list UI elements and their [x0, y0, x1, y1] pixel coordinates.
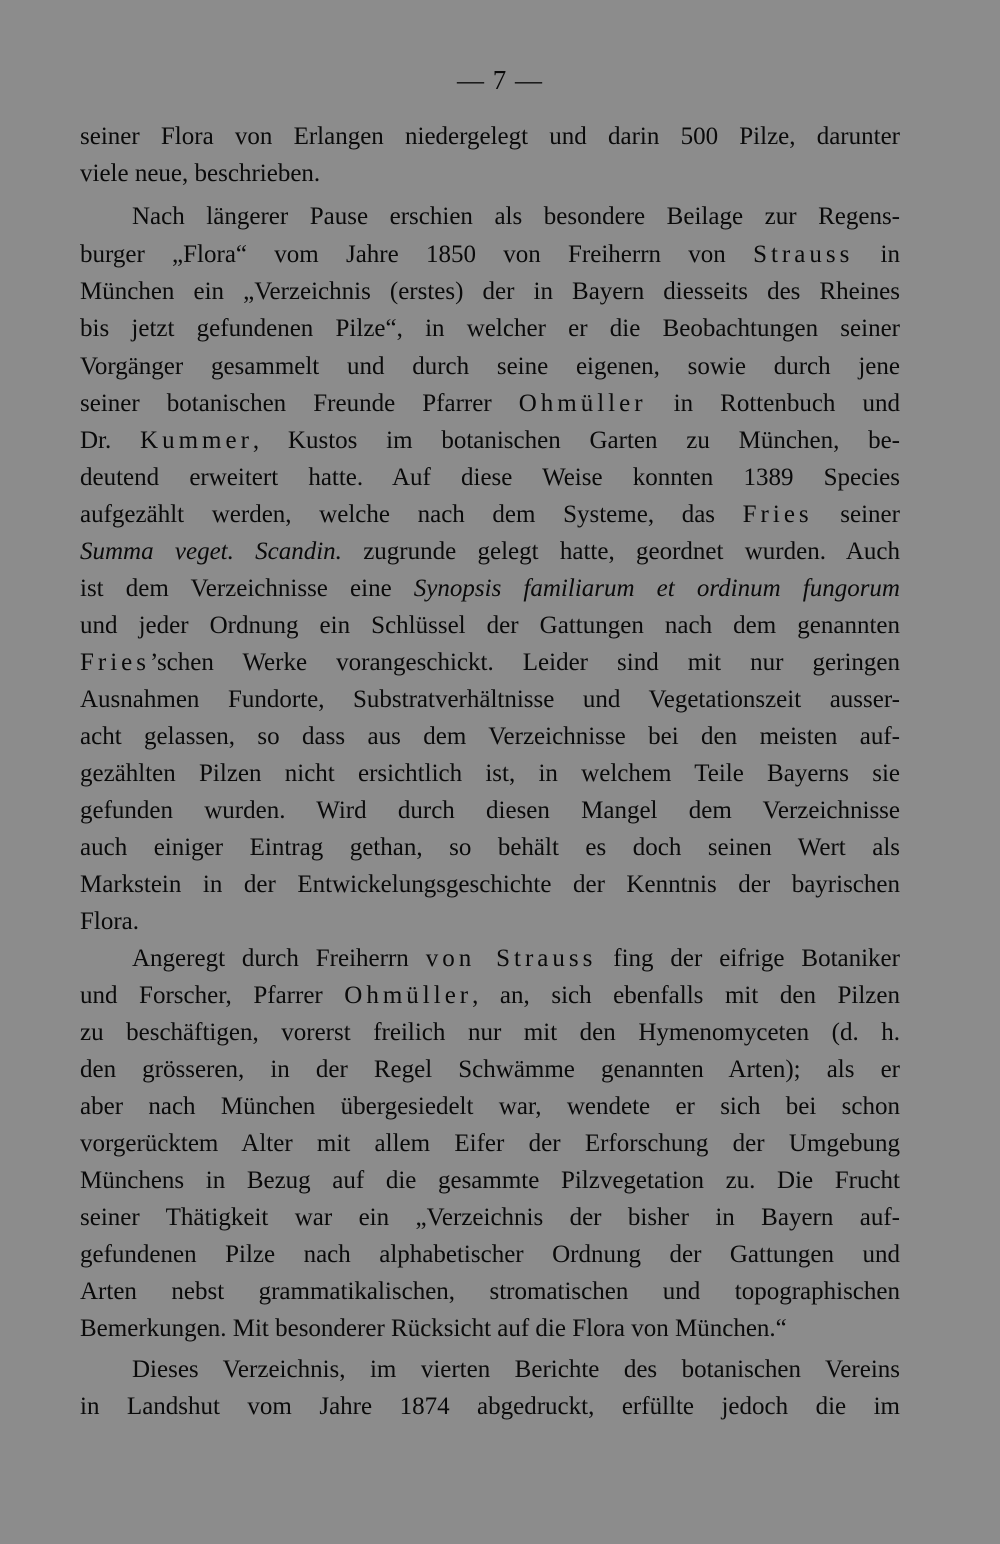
text-line: Markstein in der Entwickelungsgeschichte der Kenntnis der bayrischen	[80, 871, 900, 898]
text-line: Dieses Verzeichnis, im vierten Berichte des botanischen Vereins	[132, 1356, 900, 1383]
text-line: den grösseren, in der Regel Schwämme genannten Arten); als er	[80, 1056, 900, 1083]
text-line: und Forscher, Pfarrer Ohmüller, an, sich ebenfalls mit den Pilzen	[80, 982, 900, 1009]
text-line: gefundenen Pilze nach alphabetischer Ordnung der Gattungen und	[80, 1241, 900, 1268]
text-line: Münchens in Bezug auf die gesammte Pilzvegetation zu. Die Frucht	[80, 1167, 900, 1194]
text-line: burger „Flora“ vom Jahre 1850 von Freiherrn von Strauss in	[80, 241, 901, 268]
text-line: Bemerkungen. Mit besonderer Rücksicht auf die Flora von München.“	[80, 1315, 787, 1342]
text-line: seiner Flora von Erlangen niedergelegt und darin 500 Pilze, darunter	[80, 123, 900, 150]
text-line: Summa veget. Scandin. zugrunde gelegt hatte, geordnet wurden. Auch	[80, 538, 900, 565]
text-line: seiner Thätigkeit war ein „Verzeichnis der bisher in Bayern auf-	[80, 1204, 900, 1231]
text-line: Angeregt durch Freiherrn von Strauss fing der eifrige Botaniker	[132, 945, 900, 972]
text-line: in Landshut vom Jahre 1874 abgedruckt, erfüllte jedoch die im	[80, 1393, 900, 1420]
text-line: gefunden wurden. Wird durch diesen Mangel dem Verzeichnisse	[80, 797, 900, 824]
text-line: Ausnahmen Fundorte, Substratverhältnisse und Vegetationszeit ausser-	[80, 686, 900, 713]
text-line: und jeder Ordnung ein Schlüssel der Gattungen nach dem genannten	[80, 612, 900, 639]
text-line: vorgerücktem Alter mit allem Eifer der Erforschung der Umgebung	[80, 1130, 900, 1157]
text-line: Fries’schen Werke vorangeschickt. Leider sind mit nur geringen	[80, 649, 900, 676]
text-line: deutend erweitert hatte. Auf diese Weise konnten 1389 Species	[80, 464, 900, 491]
text-line: Vorgänger gesammelt und durch seine eigenen, sowie durch jene	[80, 353, 900, 380]
text-line: Nach längerer Pause erschien als besondere Beilage zur Regens-	[132, 203, 900, 230]
text-line: aufgezählt werden, welche nach dem Systeme, das Fries seiner	[80, 501, 900, 528]
text-line: acht gelassen, so dass aus dem Verzeichnisse bei den meisten auf-	[80, 723, 900, 750]
text-line: bis jetzt gefundenen Pilze“, in welcher er die Beobachtungen seiner	[80, 315, 900, 342]
text-line: zu beschäftigen, vorerst freilich nur mit den Hymenomyceten (d. h.	[80, 1019, 900, 1046]
text-line: gezählten Pilzen nicht ersichtlich ist, in welchem Teile Bayerns sie	[80, 760, 900, 787]
text-line: seiner botanischen Freunde Pfarrer Ohmüller in Rottenbuch und	[80, 390, 900, 417]
text-line: viele neue, beschrieben.	[80, 160, 321, 187]
text-line: ist dem Verzeichnisse eine Synopsis familiarum et ordinum fungorum	[80, 575, 900, 602]
text-line: München ein „Verzeichnis (erstes) der in Bayern diesseits des Rheines	[80, 278, 900, 305]
text-line: aber nach München übergesiedelt war, wendete er sich bei schon	[80, 1093, 900, 1120]
text-line: Dr. Kummer, Kustos im botanischen Garten zu München, be-	[80, 427, 901, 454]
text-line: Flora.	[80, 908, 140, 935]
text-line: Arten nebst grammatikalischen, stromatischen und topographischen	[80, 1278, 900, 1305]
page-number: — 7 —	[457, 65, 543, 95]
text-line: auch einiger Eintrag gethan, so behält es doch seinen Wert als	[80, 834, 900, 861]
